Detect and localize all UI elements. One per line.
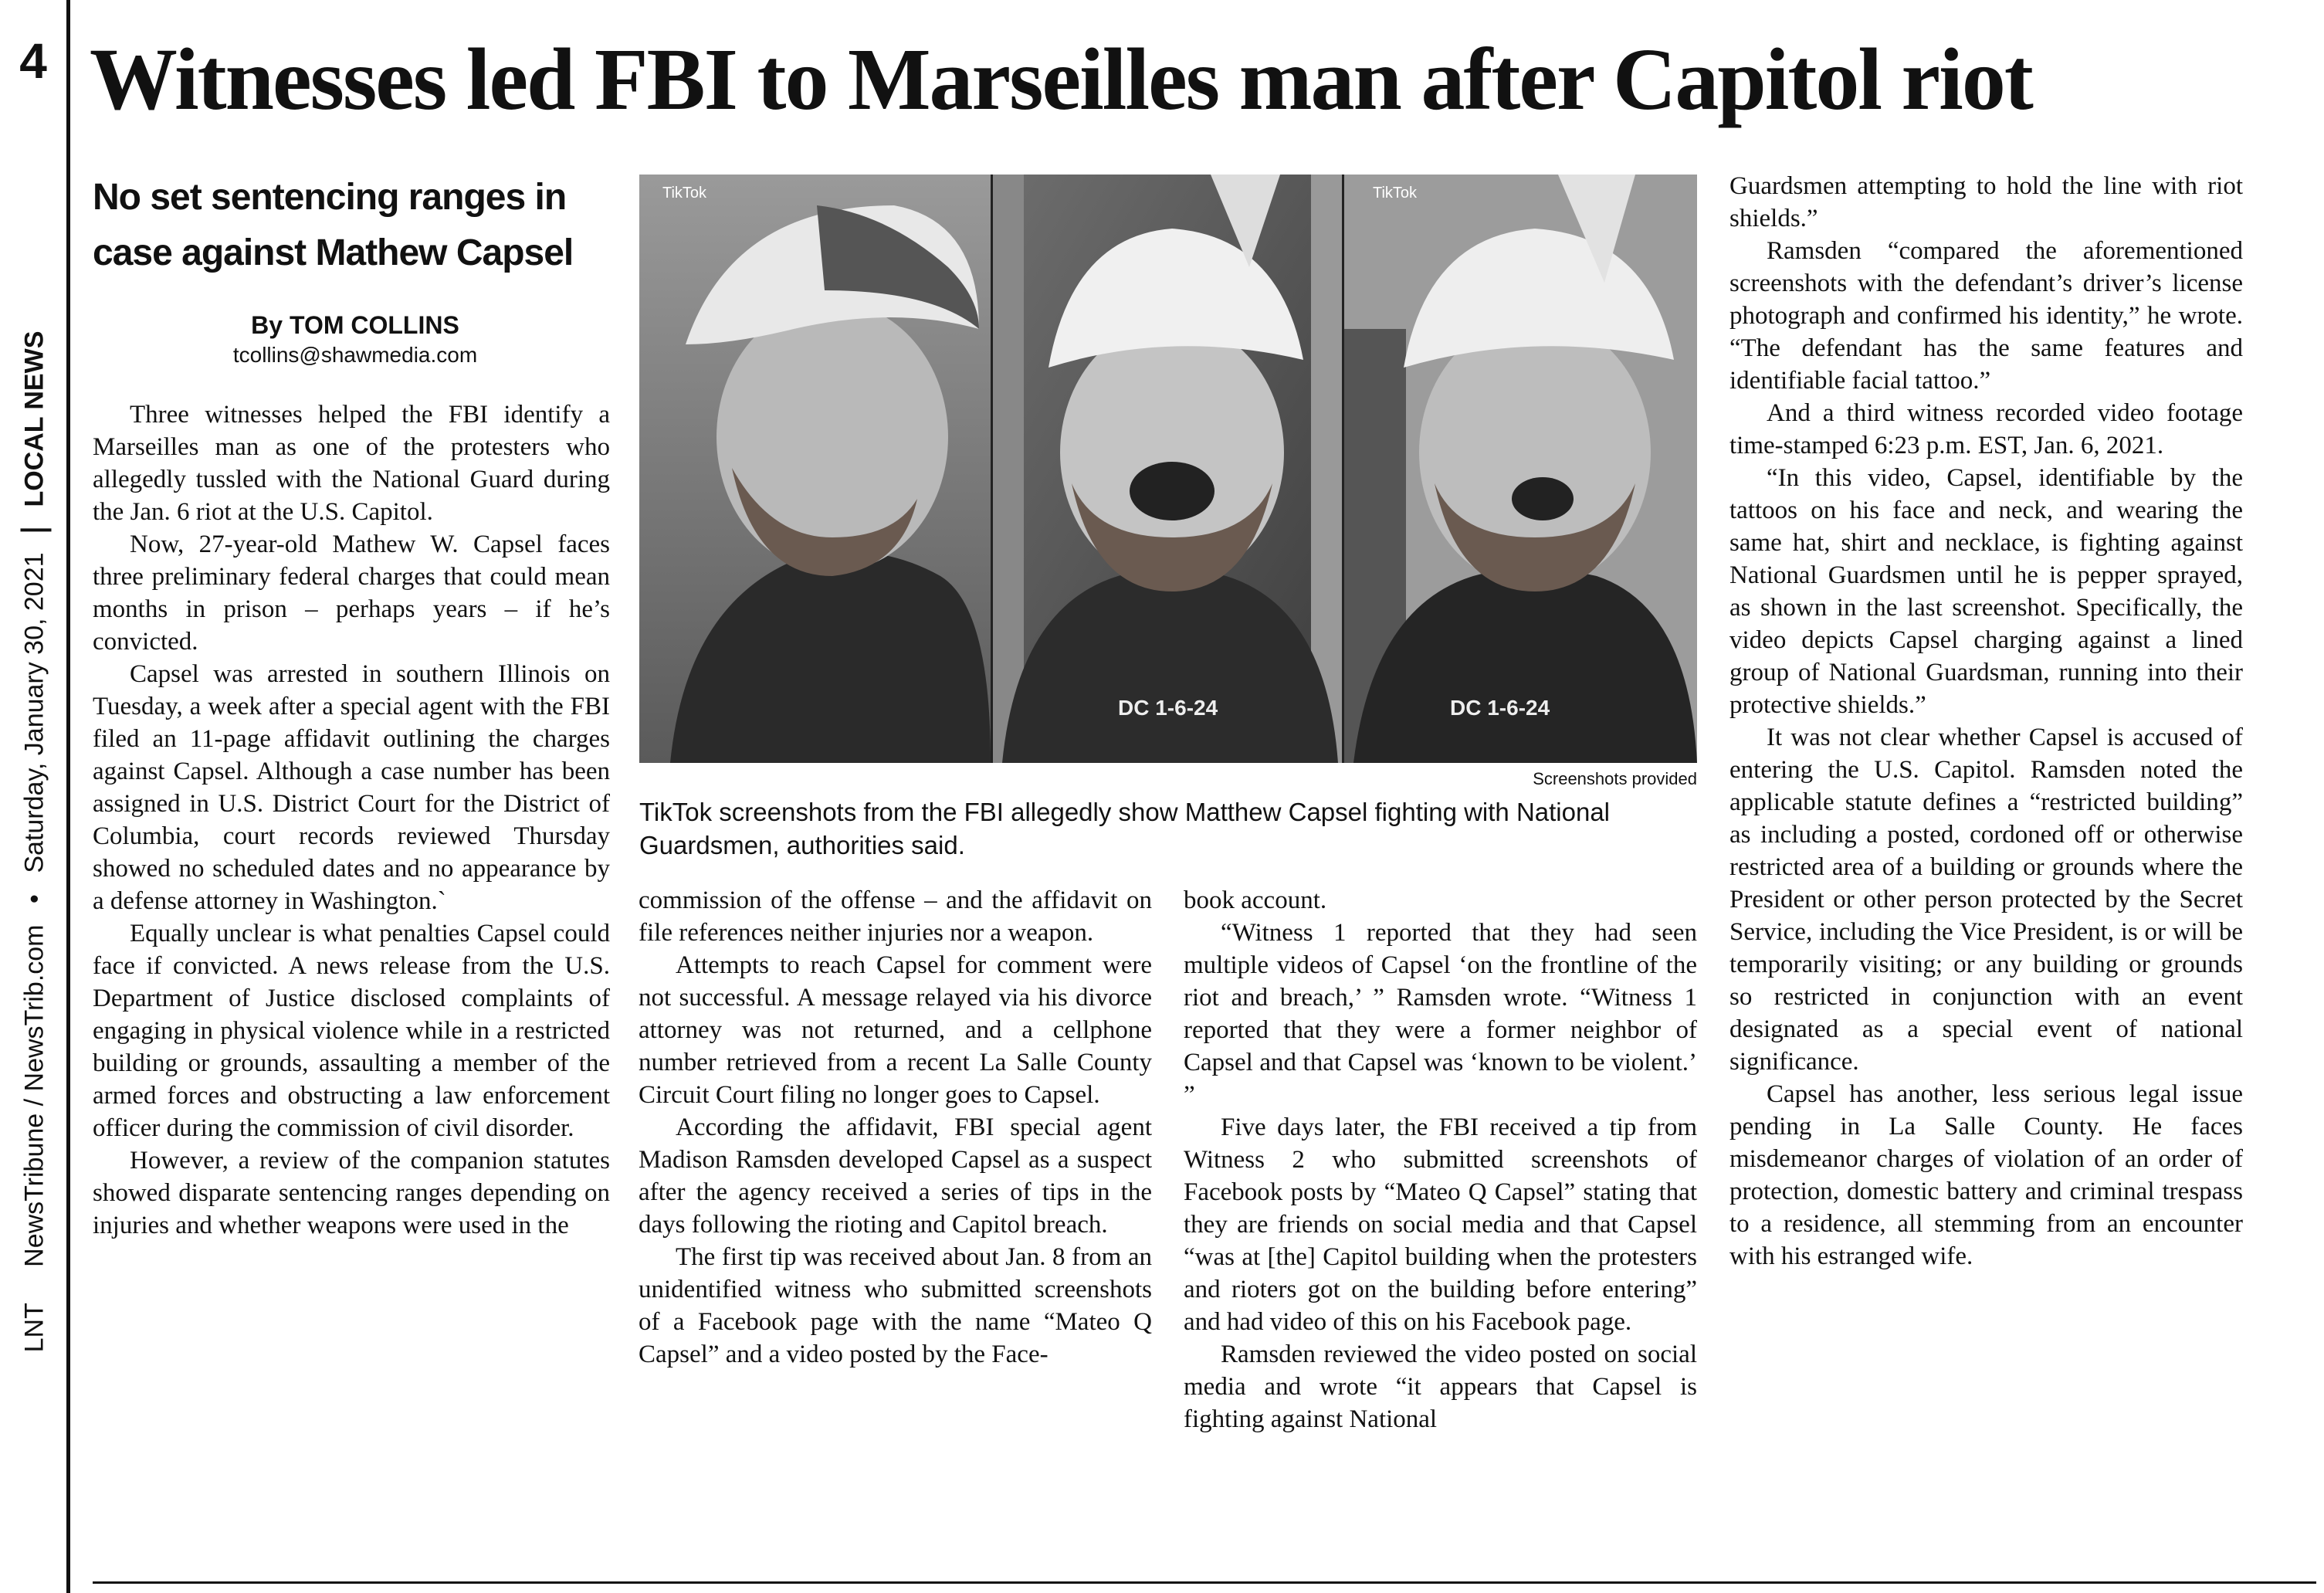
folio-divider	[21, 528, 52, 531]
paragraph: Three witnesses helped the FBI identify a Marseilles man as one of the protesters who allegedly tussled with the National Guard during the Jan. 6 riot at the U.S. Capitol.	[93, 401, 610, 526]
shirt-print: DC 1-6-24	[1118, 696, 1218, 720]
paragraph: Equally unclear is what penalties Capsel could face if convicted. A news release from the U.S. Department of Justice disclosed complaints of engaging in physical violence while in a restricted building or grounds, assaulting a member of the armed forces and obstructing a law enforcement officer during the commission of civil disorder.	[93, 920, 610, 1142]
screenshot-frame-1	[639, 175, 991, 763]
paragraph: Ramsden “compared the aforementioned screenshots with the defendant’s driver’s license photograph and confirmed his identity,” he wrote. “The defendant has the same features and identifiable facial tattoo.”	[1729, 237, 2243, 395]
paragraph: Capsel has another, less serious legal issue pending in La Salle County. He faces misdemeanor charges of violation of an order of protection, domestic battery and criminal trespass to a residence, all stemming from an encounter with his estranged wife.	[1729, 1080, 2243, 1270]
bottom-rule	[93, 1581, 2316, 1584]
paragraph: Now, 27-year-old Mathew W. Capsel faces three preliminary federal charges that could mean months in prison – perhaps years – if he’s convicted.	[93, 530, 610, 656]
publication-code: LNT	[19, 1303, 49, 1353]
issue-date: Saturday, January 30, 2021	[19, 552, 49, 873]
rail-folio	[19, 331, 51, 1353]
paragraph: “Witness 1 reported that they had seen multiple videos of Capsel ‘on the frontline of the riot and breach,’ ” Ramsden wrote. “Witness 1 reported that they were a former neighbor of Capsel and that Capsel was ‘known to be violent.’ ”	[1184, 919, 1697, 1109]
headline: Witnesses led FBI to Marseilles man after Capitol riot	[90, 30, 2032, 128]
paragraph: According the affidavit, FBI special agent Madison Ramsden developed Capsel as a suspect after the agency received a series of tips in the days following the rioting and Capitol breach.	[639, 1113, 1152, 1239]
shirt-print: DC 1-6-24	[1450, 696, 1550, 720]
paragraph: Attempts to reach Capsel for comment were not successful. A message relayed via his divorce attorney was not returned, and a cellphone number retrieved from a recent La Salle County Circuit Court filing no longer goes to Capsel.	[639, 951, 1152, 1109]
tiktok-watermark: TikTok	[1373, 185, 1418, 202]
photo-caption: TikTok screenshots from the FBI allegedly show Matthew Capsel fighting with National Guardsmen, authorities said.	[639, 798, 1611, 859]
paragraph: Guardsmen attempting to hold the line with riot shields.”	[1729, 172, 2243, 232]
paragraph: book account.	[1184, 886, 1327, 914]
paragraph: Capsel was arrested in southern Illinois on Tuesday, a week after a special agent with the FBI filed an 11-page affidavit outlining the charges against Capsel. Although a case number has been assigned in U.S. District Court for the District of Columbia, court records reviewed Thursday showed no scheduled dates and no appearance by a defense attorney in Washington.`	[93, 660, 610, 915]
screenshot-frame-3	[1344, 175, 1697, 763]
paragraph: commission of the offense – and the affidavit on file references neither injuries nor a weapon.	[639, 886, 1152, 947]
rail-rule	[66, 0, 70, 1593]
paragraph: “In this video, Capsel, identifiable by the tattoos on his face and neck, and wearing the same hat, shirt and necklace, is fighting against National Guardsmen until he is pepper sprayed, as shown in the last screenshot. Specifically, the video depicts Capsel charging against a lined group of National Guardsman, running into their protective shields.”	[1729, 464, 2243, 719]
author: By TOM COLLINS	[251, 311, 459, 339]
paragraph: Five days later, the FBI received a tip from Witness 2 who submitted screenshots of Facebook posts by “Mateo Q Capsel” stating that they are friends on social media and that Capsel “was at [the] Capitol building when the protesters and rioters got on the building before entering” and had video of this on his Facebook page.	[1184, 1113, 1697, 1336]
photo-credit: Screenshots provided	[1533, 769, 1697, 788]
section-name: LOCAL NEWS	[19, 330, 49, 507]
photo-illustration	[639, 175, 1697, 763]
tiktok-screenshots-photo	[639, 175, 1697, 763]
paragraph: And a third witness recorded video footage time-stamped 6:23 p.m. EST, Jan. 6, 2021.	[1729, 399, 2243, 459]
publication-name: NewsTribune / NewsTrib.com	[19, 924, 49, 1267]
paragraph: However, a review of the companion statutes showed disparate sentencing ranges depending on injuries and whether weapons were used in the	[93, 1147, 610, 1239]
tiktok-watermark: TikTok	[662, 185, 707, 202]
page-number: 4	[19, 33, 47, 89]
paragraph: It was not clear whether Capsel is accused of entering the U.S. Capitol. Ramsden noted the applicable statute defines a “restricted building” as including a posted, cordoned off or otherwise restricted area of a building or grounds where the President or other person protected by the Secret Service, including the Vice President, is or will be temporarily visiting; or any building or grounds so restricted in conjunction with an event designated as a special event of national significance.	[1729, 724, 2243, 1076]
byline	[93, 309, 618, 369]
author-email: tcollins@shawmedia.com	[232, 343, 478, 367]
screenshot-frame-2	[993, 175, 1342, 763]
column-2	[639, 884, 1152, 1371]
deck-subhead: No set sentencing ranges in case against Mathew Capsel	[93, 177, 574, 273]
side-rail	[0, 0, 71, 1593]
column-1	[93, 398, 610, 1242]
column-3	[1184, 884, 1697, 1435]
paragraph: The first tip was received about Jan. 8 from an unidentified witness who submitted screenshots of a Facebook page with the name “Mateo Q Capsel” and a video posted by the Face-	[639, 1243, 1152, 1368]
folio-separator: •	[19, 894, 49, 904]
paragraph: Ramsden reviewed the video posted on social media and wrote “it appears that Capsel is fighting against National	[1184, 1340, 1697, 1433]
column-4	[1729, 170, 2243, 1273]
